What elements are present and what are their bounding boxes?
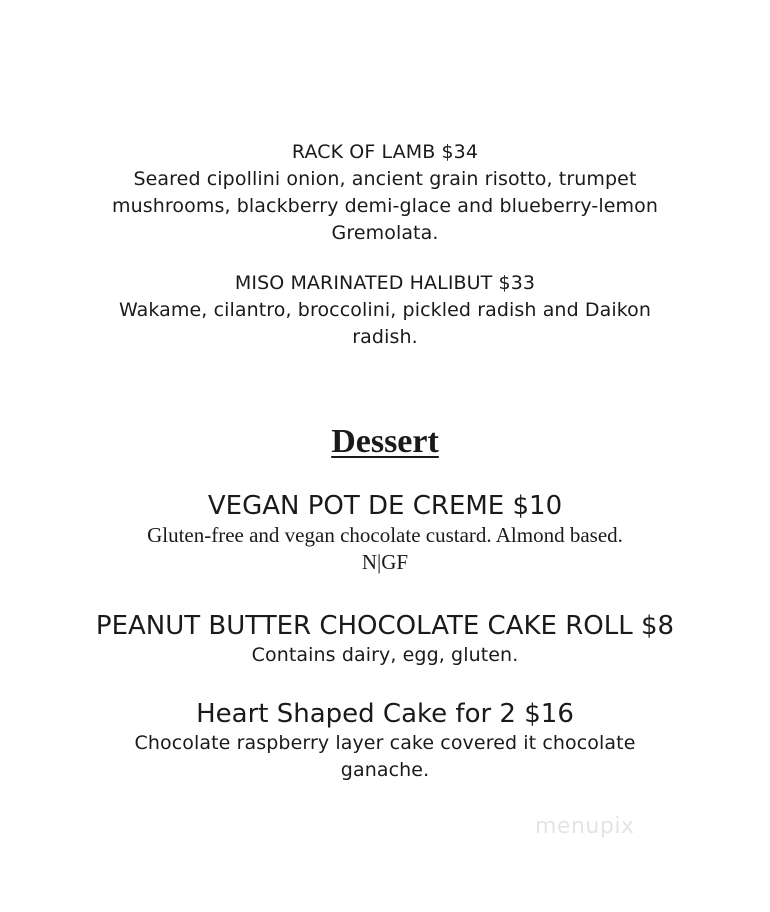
item-title: RACK OF LAMB $34	[291, 141, 479, 163]
section-heading-dessert	[0, 422, 770, 462]
item-description-line: Contains dairy, egg, gluten.	[251, 644, 519, 666]
item-description-line: Gremolata.	[331, 222, 439, 244]
menu-item-rack-of-lamb	[0, 139, 770, 247]
item-description-line: Seared cipollini onion, ancient grain risotto, trumpet	[133, 168, 637, 190]
watermark-logo: menupix	[535, 814, 635, 839]
item-description-line: Wakame, cilantro, broccolini, pickled radish and Daikon	[118, 299, 652, 321]
item-description-line: Chocolate raspberry layer cake covered it chocolate	[134, 732, 636, 754]
item-title: MISO MARINATED HALIBUT $33	[234, 272, 536, 294]
item-title: VEGAN POT DE CREME $10	[207, 491, 563, 521]
item-title: PEANUT BUTTER CHOCOLATE CAKE ROLL $8	[95, 611, 675, 641]
item-description-line: ganache.	[340, 759, 430, 781]
menu-item-vegan-pot-de-creme	[0, 490, 770, 576]
item-description-line: Gluten-free and vegan chocolate custard. Almond based.	[147, 523, 623, 547]
menu-item-heart-shaped-cake	[0, 698, 770, 784]
menu-item-miso-halibut	[0, 270, 770, 351]
item-description-line: N|GF	[361, 550, 409, 574]
menu-item-peanut-butter-cake-roll	[0, 610, 770, 669]
section-heading: Dessert	[331, 423, 439, 460]
item-description-line: mushrooms, blackberry demi-glace and blueberry-lemon	[112, 195, 658, 217]
item-description-line: radish.	[352, 326, 418, 348]
item-title: Heart Shaped Cake for 2 $16	[196, 699, 574, 729]
